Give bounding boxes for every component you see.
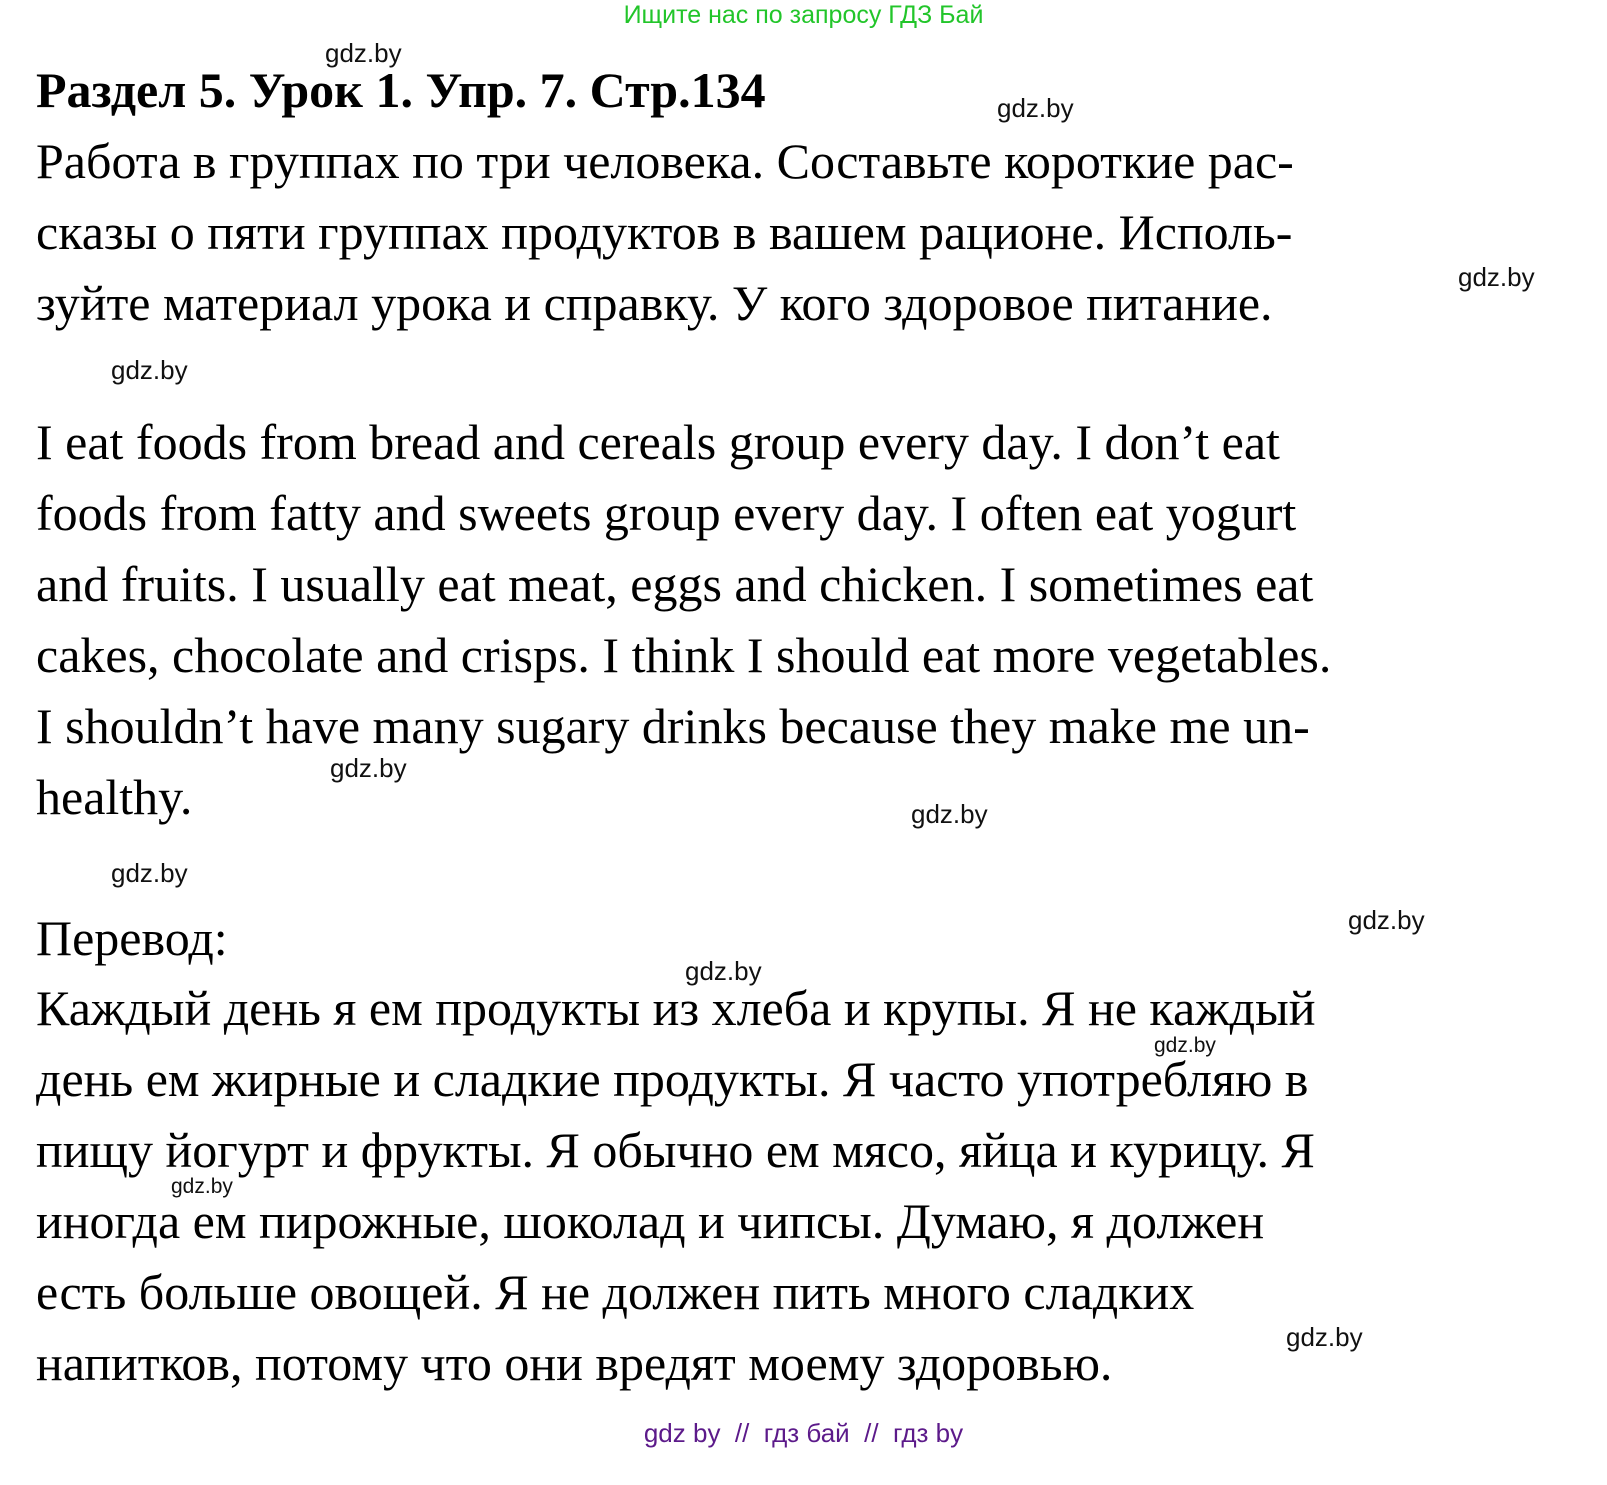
translation-line: пищу йогурт и фрукты. Я обычно ем мясо, яйца и курицу. Я bbox=[36, 1122, 1315, 1178]
answer-line: healthy. bbox=[36, 769, 193, 825]
watermark: gdz.by bbox=[111, 858, 188, 888]
translation-line: день ем жирные и сладкие продукты. Я часто употребляю в bbox=[36, 1051, 1309, 1107]
watermark: gdz.by bbox=[685, 956, 762, 986]
translation-line: иногда ем пирожные, шоколад и чипсы. Думаю, я должен bbox=[36, 1193, 1265, 1249]
answer-paragraph bbox=[36, 407, 1331, 833]
watermark: gdz.by bbox=[1348, 905, 1425, 935]
task-line: сказы о пяти группах продуктов в вашем рационе. Исполь- bbox=[36, 204, 1293, 260]
answer-line: I shouldn’t have many sugary drinks because they make me un- bbox=[36, 698, 1310, 754]
task-line: зуйте материал урока и справку. У кого здоровое питание. bbox=[36, 275, 1273, 331]
watermark: gdz.by bbox=[997, 93, 1074, 123]
watermark: gdz.by bbox=[911, 799, 988, 829]
task-line: Работа в группах по три человека. Составьте короткие рас- bbox=[36, 133, 1294, 189]
task-paragraph bbox=[36, 126, 1294, 339]
translation-line: Каждый день я ем продукты из хлеба и крупы. Я не каждый bbox=[36, 980, 1316, 1036]
footer-links: gdz by // гдз бай // гдз by bbox=[643, 1418, 964, 1448]
watermark: gdz.by bbox=[325, 38, 402, 68]
translation-line: есть больше овощей. Я не должен пить много сладких bbox=[36, 1264, 1195, 1320]
answer-line: foods from fatty and sweets group every day. I often eat yogurt bbox=[36, 485, 1297, 541]
watermark: gdz.by bbox=[171, 1175, 233, 1198]
answer-line: cakes, chocolate and crisps. I think I should eat more vegetables. bbox=[36, 627, 1332, 683]
answer-line: I eat foods from bread and cereals group every day. I don’t eat bbox=[36, 414, 1280, 470]
page-title: Раздел 5. Урок 1. Упр. 7. Стр.134 bbox=[36, 62, 766, 118]
watermark: gdz.by bbox=[1286, 1322, 1363, 1352]
search-banner: Ищите нас по запросу ГДЗ Бай bbox=[623, 1, 984, 29]
translation-label: Перевод: bbox=[36, 910, 228, 966]
watermark: gdz.by bbox=[1154, 1034, 1216, 1057]
translation-line: напитков, потому что они вредят моему здоровью. bbox=[36, 1335, 1113, 1391]
watermark: gdz.by bbox=[330, 753, 407, 783]
watermark: gdz.by bbox=[1458, 262, 1535, 292]
watermark: gdz.by bbox=[111, 355, 188, 385]
answer-line: and fruits. I usually eat meat, eggs and chicken. I sometimes eat bbox=[36, 556, 1314, 612]
